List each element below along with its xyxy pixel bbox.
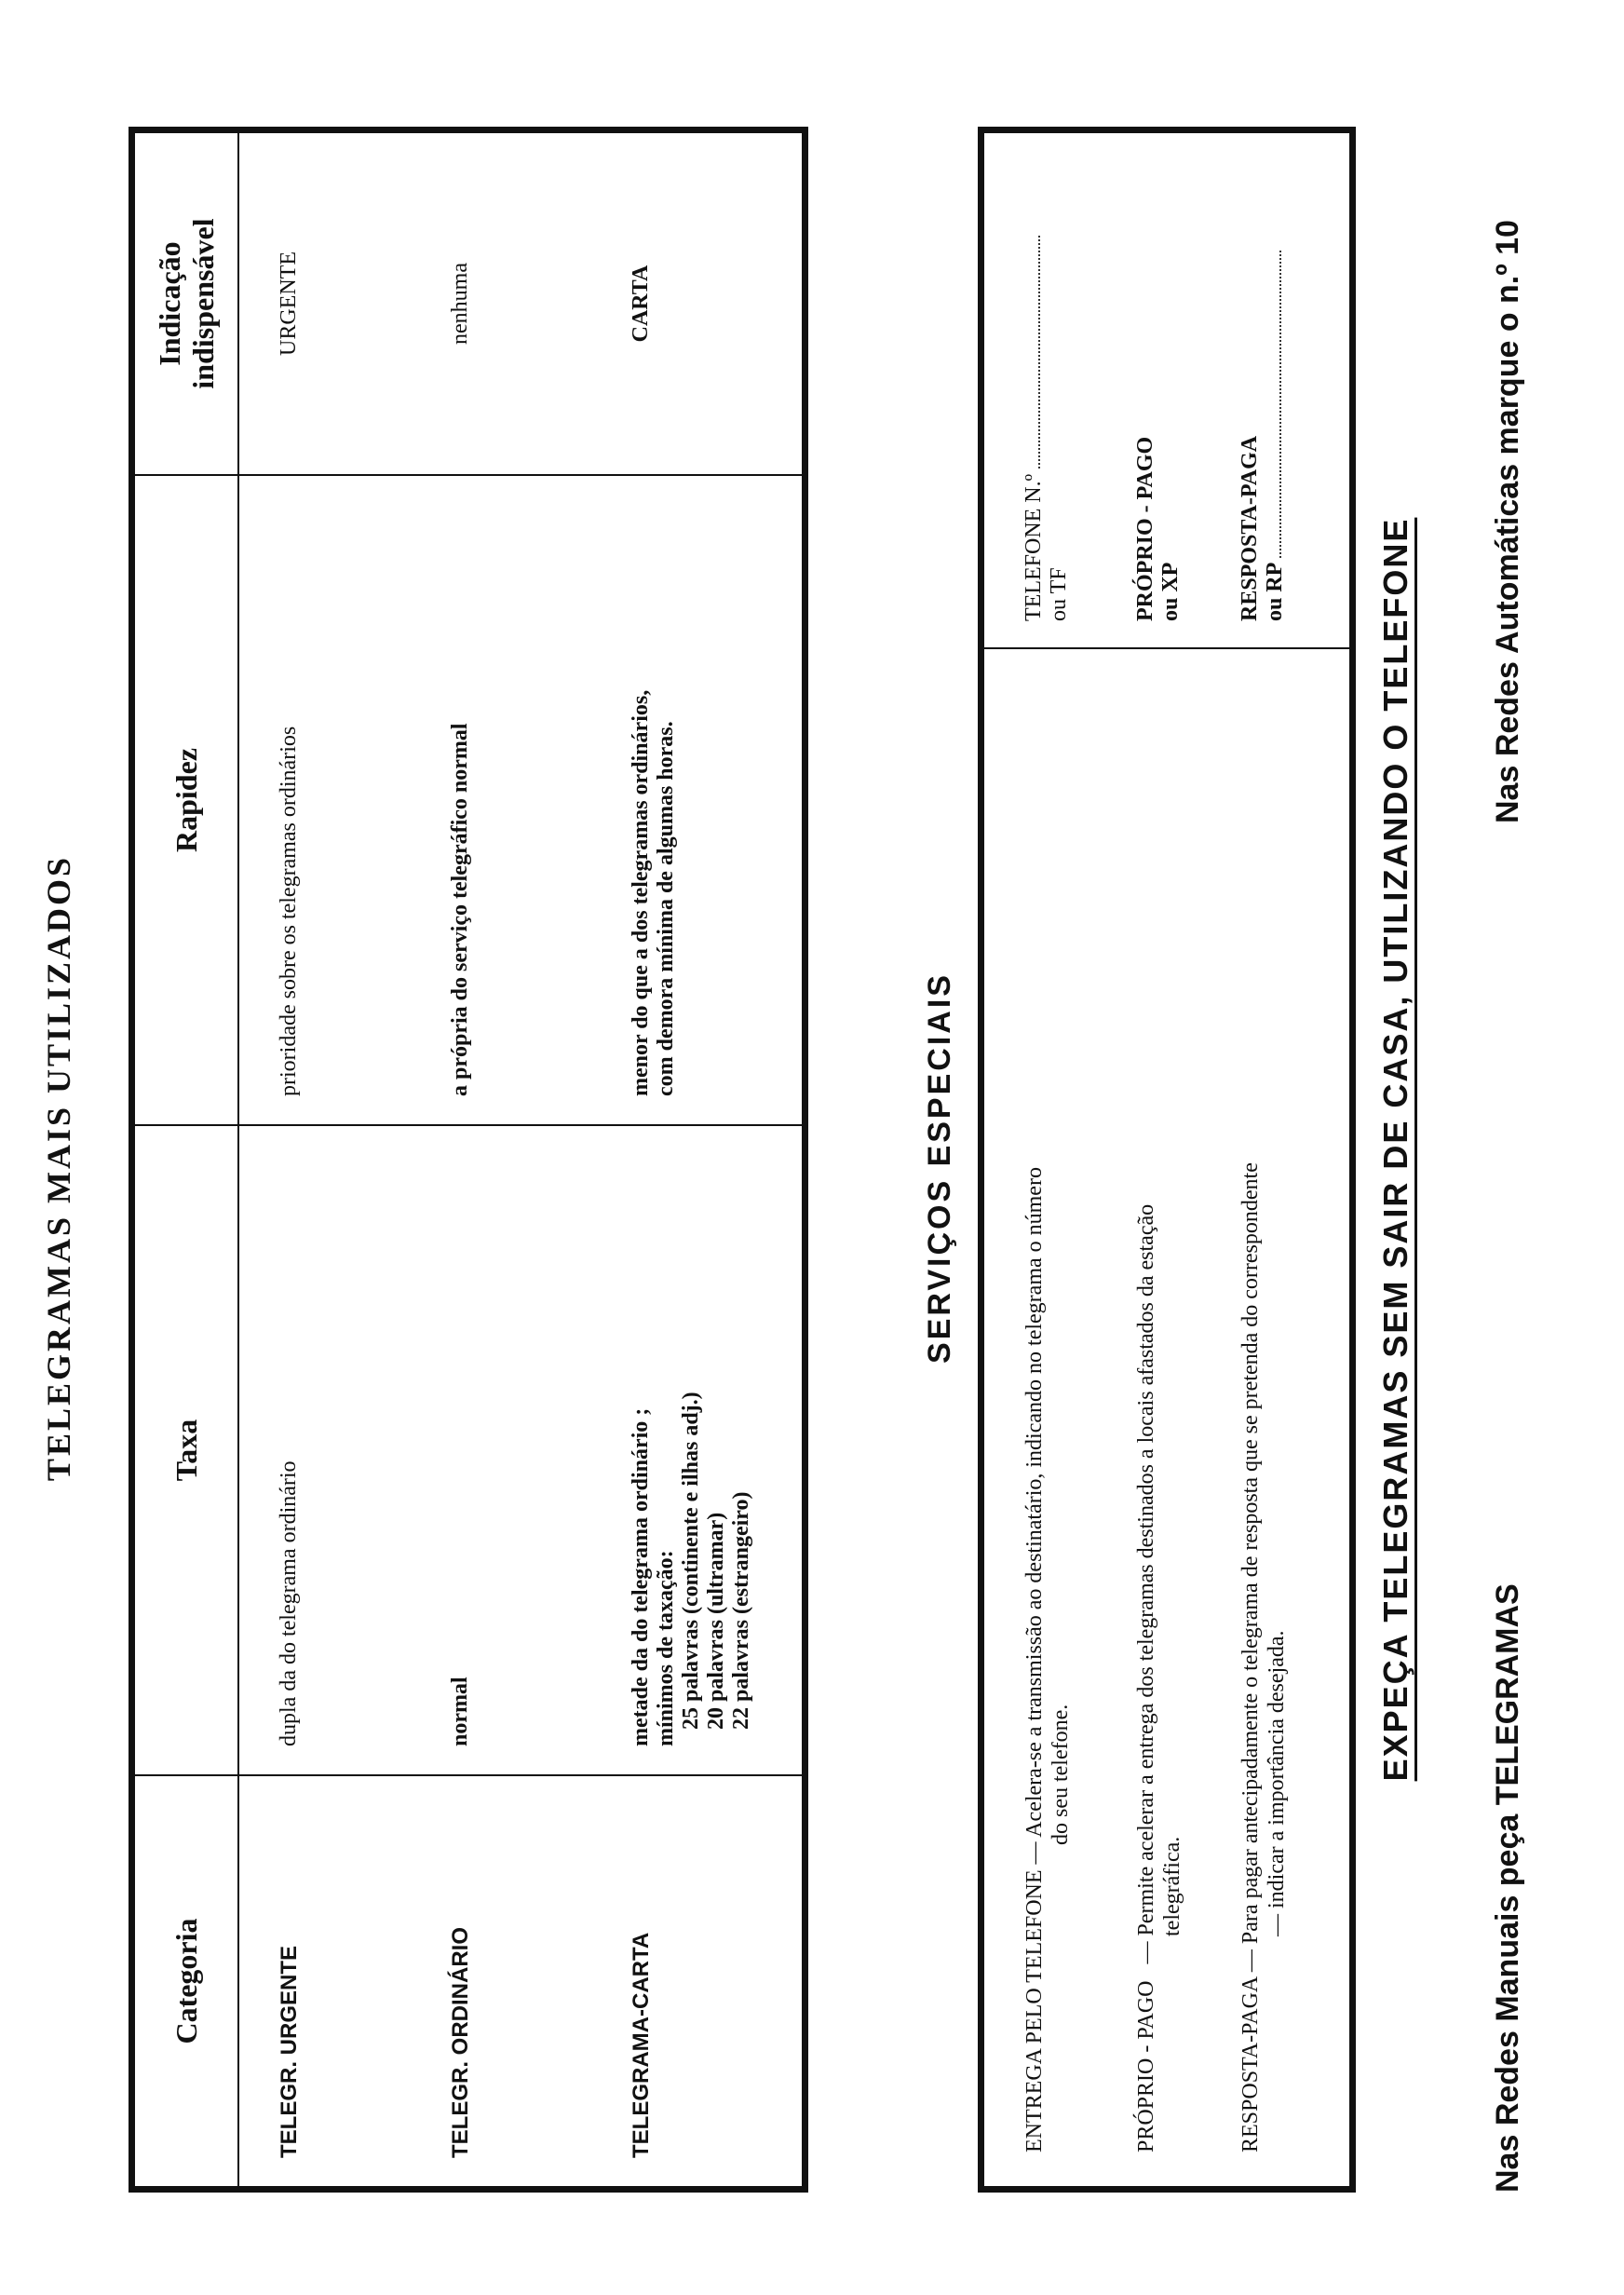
service-description: Para pagar antecipadamente o telegrama de resposta que se pretenda do correspondente: [1238, 1162, 1263, 1945]
indicacao-line-1: RESPOSTA-PAGA: [1238, 435, 1262, 621]
row-urgente-taxa: dupla da do telegrama ordinário: [277, 1460, 301, 1746]
row-carta-categoria: TELEGRAMA-CARTA: [629, 1932, 654, 2158]
service-label: ENTREGA PELO TELEFONE —: [1022, 1837, 1047, 2152]
indicacao-proprio-pago: [1133, 174, 1184, 621]
row-ordinario-indicacao: nenhuma: [448, 263, 472, 345]
indicacao-line-1: [1022, 174, 1047, 621]
header-divider: [237, 133, 239, 2186]
fill-in-line: [1263, 251, 1281, 558]
column-divider: [135, 1774, 802, 1776]
indicacao-line-2: [1263, 174, 1288, 621]
header-categoria: Categoria: [169, 1918, 203, 2044]
service-label: RESPOSTA-PAGA —: [1238, 1944, 1263, 2152]
service-proprio-pago: [1133, 644, 1185, 2152]
indicacao-text: TELEFONE N.º: [1022, 473, 1046, 621]
header-rapidez: Rapidez: [169, 748, 203, 852]
footer-automatic-networks: Nas Redes Automáticas marque o n.º 10: [1490, 220, 1525, 823]
service-description-cont: telegráfica.: [1160, 1836, 1184, 1936]
row-ordinario-categoria: TELEGR. ORDINÁRIO: [448, 1926, 473, 2158]
row-carta-indicacao: CARTA: [629, 265, 653, 343]
row-urgente-categoria: TELEGR. URGENTE: [277, 1945, 302, 2158]
service-description: Acelera-se a transmissão ao destinatário, indicando no telegrama o número: [1022, 1167, 1047, 1838]
footer-manual-networks: Nas Redes Manuais peça TELEGRAMAS: [1490, 1583, 1525, 2193]
column-divider: [135, 474, 802, 476]
indicacao-line-2: ou TF: [1047, 567, 1071, 621]
telegram-types-table: [129, 127, 808, 2193]
row-urgente-rapidez: prioridade sobre os telegramas ordinários: [277, 726, 301, 1096]
header-taxa: Taxa: [169, 1419, 203, 1482]
header-indicacao: Indicação indispensável: [153, 218, 220, 389]
indicacao-line-2: ou XP: [1158, 562, 1183, 621]
row-ordinario-taxa: normal: [448, 1677, 472, 1746]
special-services-table: [978, 127, 1356, 2193]
service-entrega-telefone: [1022, 644, 1074, 2152]
indicacao-line-1: PRÓPRIO - PAGO: [1133, 436, 1157, 621]
row-carta-rapidez: menor do que a dos telegramas ordinários, com demora mínima de algumas horas.: [629, 689, 678, 1096]
special-services-title: SERVIÇOS ESPECIAIS: [922, 972, 957, 1364]
row-urgente-indicacao: URGENTE: [277, 251, 301, 356]
service-resposta-paga: [1238, 644, 1290, 2152]
page-title: TELEGRAMAS MAIS UTILIZADOS: [40, 854, 77, 1482]
column-divider: [135, 1124, 802, 1126]
service-description-cont: — indicar a importância desejada.: [1265, 1630, 1289, 1936]
service-description: Permite acelerar a entrega dos telegramas destinados a locais afastados da estação: [1134, 1203, 1158, 1936]
row-ordinario-rapidez: a própria do serviço telegráfico normal: [448, 723, 472, 1096]
headline: EXPEÇA TELEGRAMAS SEM SAIR DE CASA, UTILIZANDO O TELEFONE: [1376, 517, 1414, 1782]
service-description-cont: do seu telefone.: [1049, 1704, 1073, 1845]
service-label: PRÓPRIO - PAGO —: [1134, 1935, 1158, 2152]
row-carta-taxa: metade da do telegrama ordinário ; mínimos de taxação: 25 palavras (continente e ilhas adj.) 20 palavras (ultramar) 22 palavras (estrangeiro): [629, 1392, 753, 1746]
fill-in-line: [1022, 236, 1040, 469]
indicacao-telefone: [1022, 174, 1072, 621]
indicacao-resposta-paga: [1238, 174, 1288, 621]
indicacao-text: ou RP: [1263, 563, 1287, 621]
